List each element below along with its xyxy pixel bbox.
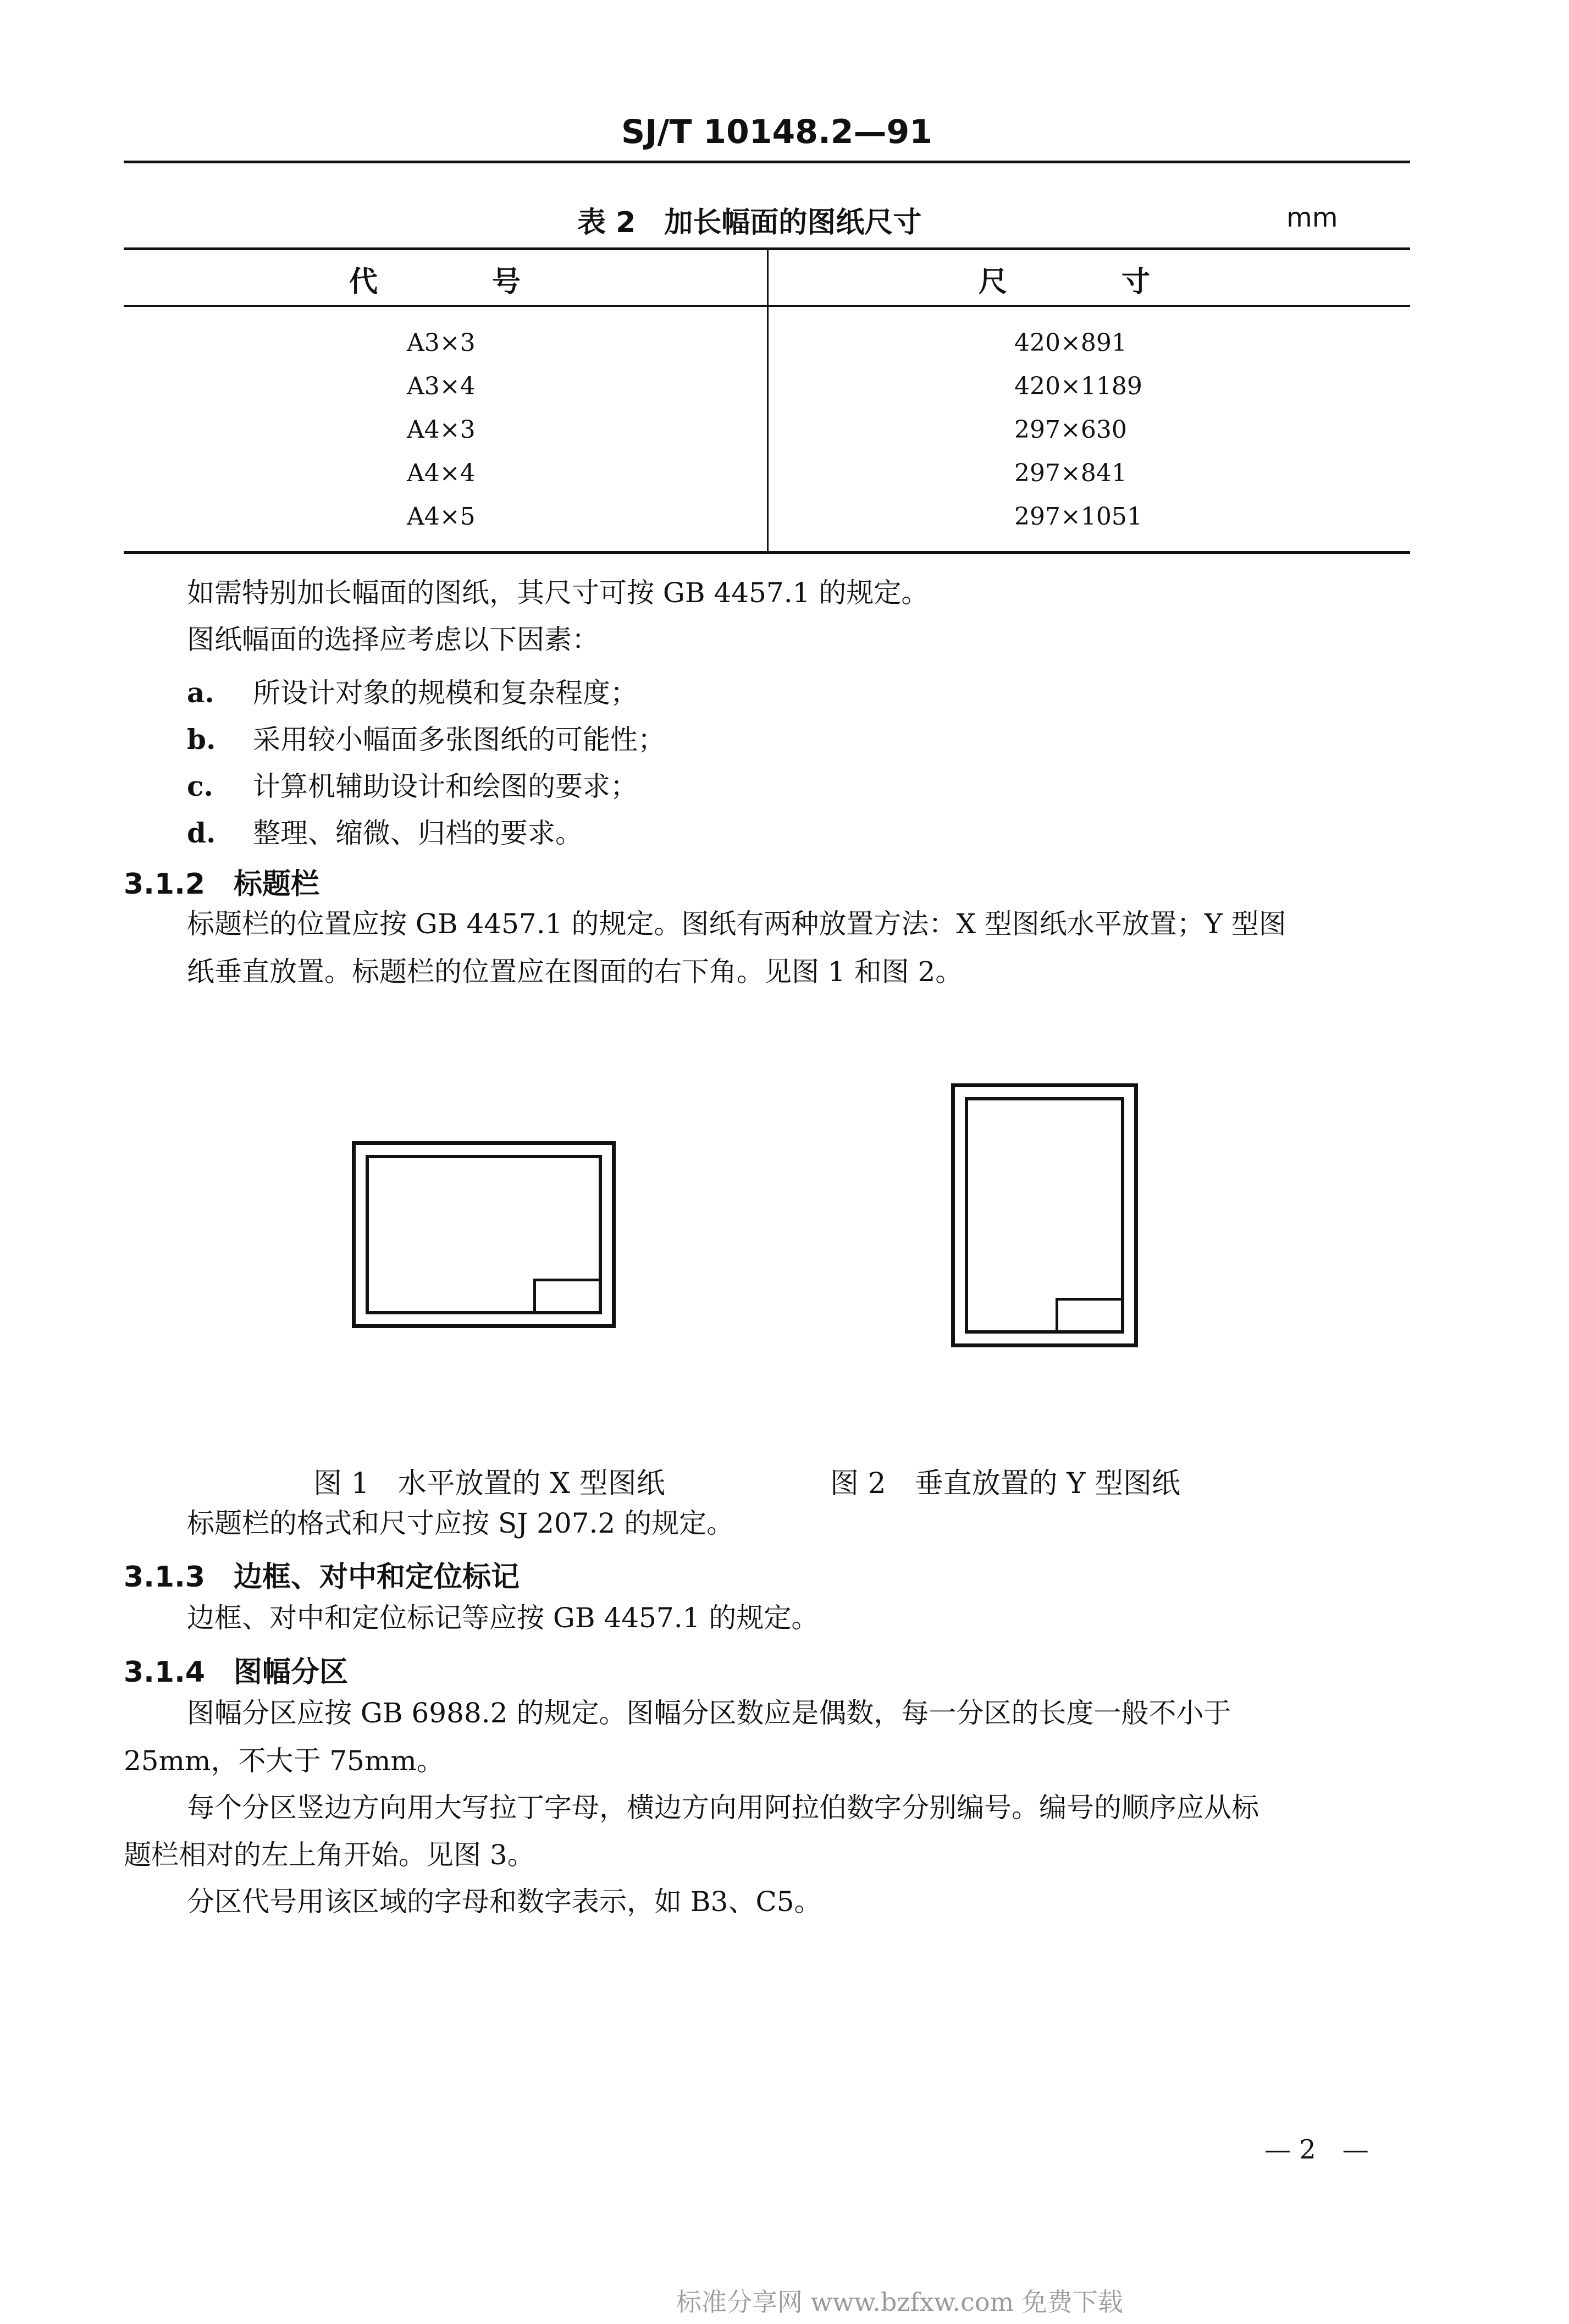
table-row-4-code: A4×4	[407, 459, 476, 487]
section-title: 边框、对中和定位标记	[234, 1560, 520, 1594]
table-unit: mm	[1286, 202, 1338, 233]
header-rule	[124, 161, 1410, 163]
table-row-4-size: 297×841	[1014, 459, 1127, 487]
section-number: 3.1.4	[124, 1656, 206, 1689]
list-item	[187, 764, 638, 804]
list-text: 计算机辅助设计和绘图的要求；	[253, 770, 638, 802]
list-text: 采用较小幅面多张图纸的可能性；	[253, 724, 665, 756]
paragraph-title-block-line-1: 标题栏的位置应按 GB 4457.1 的规定。图纸有两种放置方法：X 型图纸水平放置；Y 型图	[187, 908, 1286, 940]
paragraph-numbering-line-2: 题栏相对的左上角开始。见图 3。	[124, 1839, 535, 1871]
page-number: — 2 —	[1264, 2134, 1369, 2165]
section-title: 图幅分区	[234, 1655, 349, 1689]
table-row-5-size: 297×1051	[1014, 503, 1142, 531]
standard-number: SJ/T 10148.2—91	[621, 113, 933, 151]
list-marker: b.	[187, 723, 216, 756]
paragraph-numbering-line-1: 每个分区竖边方向用大写拉丁字母，横边方向用阿拉伯数字分别编号。编号的顺序应从标	[187, 1792, 1259, 1824]
watermark-text: 标准分享网 www.bzfxw.com 免费下载	[676, 2287, 1123, 2317]
section-title: 标题栏	[234, 867, 320, 901]
table-row-3-code: A4×3	[407, 416, 476, 444]
list-item	[187, 671, 638, 711]
list-marker: a.	[187, 676, 214, 709]
header-code: 代 号	[349, 266, 521, 299]
list-text: 所设计对象的规模和复杂程度；	[253, 677, 638, 709]
list-marker: c.	[187, 770, 213, 802]
section-number: 3.1.3	[124, 1561, 206, 1594]
section-3-1-4-heading	[124, 1649, 348, 1690]
list-item	[187, 811, 583, 851]
paragraph-title-block-line-2: 纸垂直放置。标题栏的位置应在图面的右下角。见图 1 和图 2。	[187, 956, 963, 988]
figure-1-title-block	[533, 1279, 602, 1314]
paragraph-zoning-line-1: 图幅分区应按 GB 6988.2 的规定。图幅分区数应是偶数，每一分区的长度一般不小于	[187, 1697, 1231, 1729]
list-marker: d.	[187, 817, 216, 849]
paragraph-title-block-format: 标题栏的格式和尺寸应按 SJ 207.2 的规定。	[187, 1507, 734, 1539]
table-row-1-code: A3×3	[407, 329, 476, 357]
figure-2-title-block	[1056, 1298, 1124, 1334]
header-size: 尺 寸	[979, 266, 1151, 299]
paragraph-extended-size: 如需特别加长幅面的图纸，其尺寸可按 GB 4457.1 的规定。	[187, 577, 929, 609]
table-row-2-code: A3×4	[407, 372, 476, 400]
table-row-5-code: A4×5	[407, 503, 476, 531]
list-text: 整理、缩微、归档的要求。	[253, 817, 583, 849]
section-number: 3.1.2	[124, 868, 206, 901]
list-item	[187, 718, 665, 757]
section-3-1-3-heading	[124, 1554, 520, 1595]
paragraph-selection-factors: 图纸幅面的选择应考虑以下因素：	[187, 624, 599, 656]
table-row-3-size: 297×630	[1014, 416, 1127, 444]
table-column-divider	[767, 247, 769, 553]
table-row-1-size: 420×891	[1014, 329, 1127, 357]
paragraph-zone-codes: 分区代号用该区域的字母和数字表示，如 B3、C5。	[187, 1886, 822, 1918]
paragraph-zoning-line-2: 25mm，不大于 75mm。	[124, 1745, 444, 1777]
section-3-1-2-heading	[124, 861, 319, 902]
table-row-2-size: 420×1189	[1014, 372, 1142, 400]
figure-2-caption: 图 2 垂直放置的 Y 型图纸	[830, 1467, 1181, 1500]
figure-1-caption: 图 1 水平放置的 X 型图纸	[313, 1467, 665, 1500]
paragraph-border-marks: 边框、对中和定位标记等应按 GB 4457.1 的规定。	[187, 1602, 819, 1634]
table-caption: 表 2 加长幅面的图纸尺寸	[577, 206, 922, 239]
